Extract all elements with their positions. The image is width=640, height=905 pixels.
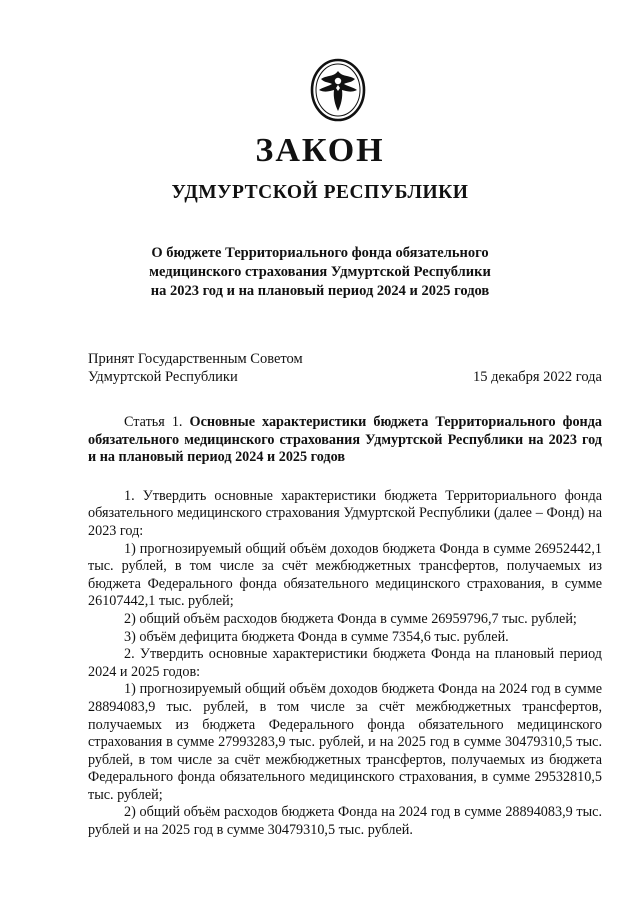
document-title: ЗАКОН — [255, 132, 385, 169]
law-name — [0, 244, 640, 301]
law-body — [88, 414, 602, 840]
udmurtia-emblem-icon — [309, 57, 367, 123]
paragraph: 3) объём дефицита бюджета Фонда в сумме 7354,6 тыс. рублей. — [124, 628, 509, 645]
article-title: Основные характеристики бюджета Территориального фонда обязательного медицинского страхования Удмуртской Республики на 2023 год и на плановый период 2024 и 2025 годов — [88, 414, 603, 466]
adopted-by-line1: Принят Государственным Советом — [88, 351, 303, 367]
document-subtitle: УДМУРТСКОЙ РЕСПУБЛИКИ — [171, 182, 469, 203]
paragraph: 2) общий объём расходов бюджета Фонда на 2024 год в сумме 28894083,9 тыс. рублей и на 2025 год в сумме 30479310,5 тыс. рублей. — [88, 804, 602, 839]
adopted-by-line2: Удмуртской Республики — [88, 369, 238, 385]
paragraph: 1. Утвердить основные характеристики бюджета Территориального фонда обязательного медицинского страхования Удмуртской Республики (далее – Фонд) на 2023 год: — [88, 487, 602, 539]
paragraph: 2. Утвердить основные характеристики бюджета Фонда на плановый период 2024 и 2025 годов: — [88, 646, 602, 680]
adoption-date: 15 декабря 2022 года — [473, 369, 602, 385]
law-name-line: О бюджете Территориального фонда обязательного — [151, 245, 489, 261]
law-name-line: на 2023 год и на плановый период 2024 и 2025 годов — [150, 283, 490, 299]
paragraph: 1) прогнозируемый общий объём доходов бюджета Фонда в сумме 26952442,1 тыс. рублей, в том числе за счёт межбюджетных трансфертов, получаемых из бюджета Федерального фонда обязательного медицинского страхования, в сумме 26107442,1 тыс. рублей; — [88, 540, 602, 610]
article-heading — [88, 414, 602, 467]
adoption-block — [88, 350, 602, 386]
article-prefix: Статья 1. — [124, 414, 183, 430]
law-name-line: медицинского страхования Удмуртской Республики — [149, 264, 491, 280]
paragraph: 1) прогнозируемый общий объём доходов бюджета Фонда на 2024 год в сумме 28894083,9 тыс. рублей, в том числе за счёт межбюджетных трансфертов, получаемых из бюджета Федерального фонда обязательного медицинского страхования в сумме 27993283,9 тыс. рублей, и на 2025 год в сумме 30479310,5 тыс. рублей, в том числе за счёт межбюджетных трансфертов, получаемых из бюджета Федерального фонда обязательного медицинского страхования, в сумме 29532810,5 тыс. рублей; — [88, 681, 602, 803]
paragraph: 2) общий объём расходов бюджета Фонда в сумме 26959796,7 тыс. рублей; — [124, 610, 577, 627]
